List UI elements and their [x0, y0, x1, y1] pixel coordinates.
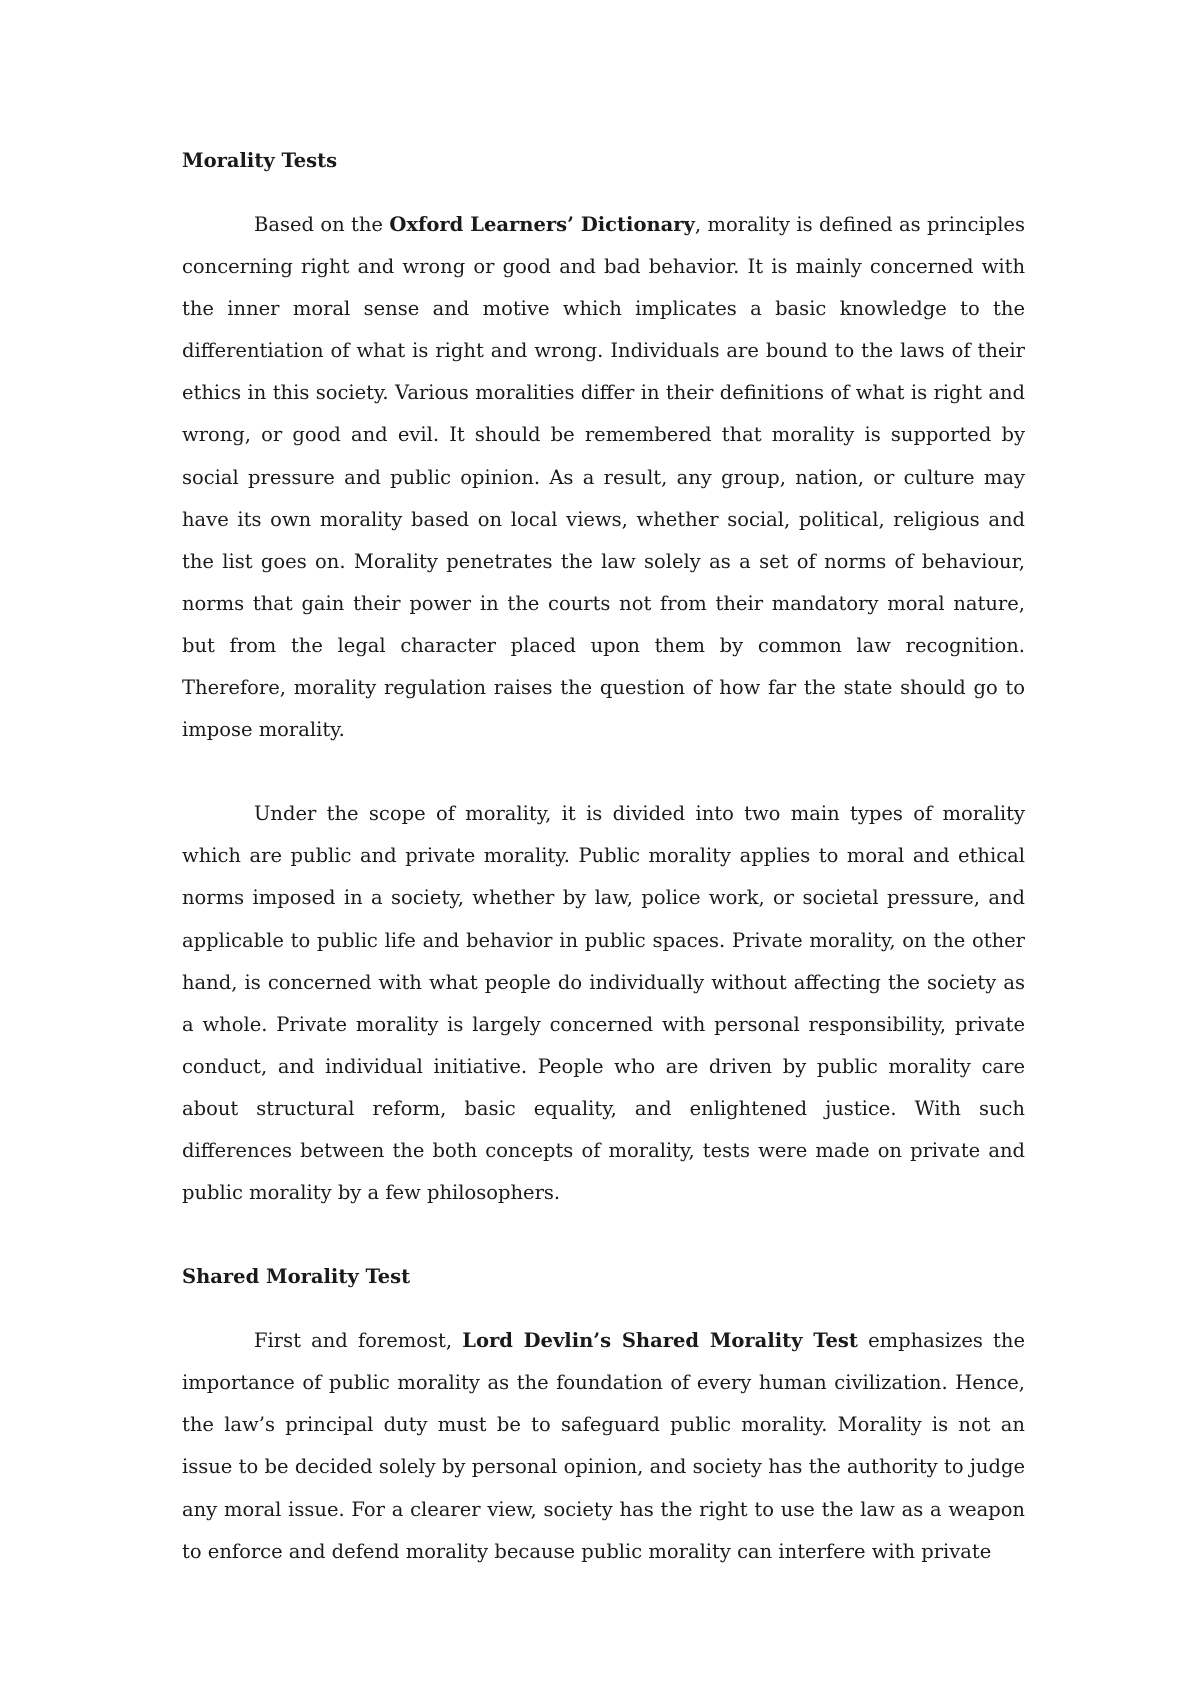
- bold-term-oxford-dictionary: Oxford Learners’ Dictionary: [389, 213, 695, 236]
- paragraph-body-text: , morality is defined as principles concerning right and wrong or good and bad behavior. It is mainly concerned with the inner moral sense and motive which implicates a basic knowledge to the differentiation of what is right and wrong. Individuals are bound to the laws of their ethics in this society. Various moralities differ in their definitions of what is right and wrong, or good and evil. It should be remembered that morality is supported by social pressure and public opinion. As a result, any group, nation, or culture may have its own morality based on local views, whether social, political, religious and the list goes on. Morality penetrates the law solely as a set of norms of behaviour, norms that gain their power in the courts not from their mandatory moral nature, but from the legal character placed upon them by common law recognition. Therefore, morality regulation raises the question of how far the state should go to impose morality.: [182, 213, 1025, 742]
- paragraph-devlin: [182, 1320, 1025, 1573]
- document-body: [182, 140, 1025, 1573]
- paragraph-definition: [182, 204, 1025, 751]
- paragraph-public-private: Under the scope of morality, it is divided into two main types of morality which are public and private morality. Public morality applies to moral and ethical norms imposed in a society, whether by law, police work, or societal pressure, and applicable to public life and behavior in public spaces. Private morality, on the other hand, is concerned with what people do individually without affecting the society as a whole. Private morality is largely concerned with personal responsibility, private conduct, and individual initiative. People who are driven by public morality care about structural reform, basic equality, and enlightened justice. With such differences between the both concepts of morality, tests were made on private and public morality by a few philosophers.: [182, 802, 1025, 1205]
- paragraph-body-text: emphasizes the importance of public morality as the foundation of every human civilization. Hence, the law’s principal duty must be to safeguard public morality. Morality is not an issue to be decided solely by personal opinion, and society has the authority to judge any moral issue. For a clearer view, society has the right to use the law as a weapon to enforce and defend morality because public morality can interfere with private: [182, 1329, 1025, 1563]
- spacer: [182, 1214, 1025, 1256]
- paragraph-lead-text: First and foremost,: [254, 1329, 463, 1353]
- heading-shared-morality-test: Shared Morality Test: [182, 1265, 411, 1289]
- spacer: [182, 182, 1025, 204]
- spacer: [182, 751, 1025, 793]
- spacer: [182, 1298, 1025, 1320]
- paragraph-lead-text: Based on the: [254, 213, 390, 236]
- heading-morality-tests: Morality Tests: [182, 149, 338, 172]
- bold-term-devlin-test: Lord Devlin’s Shared Morality Test: [462, 1329, 858, 1353]
